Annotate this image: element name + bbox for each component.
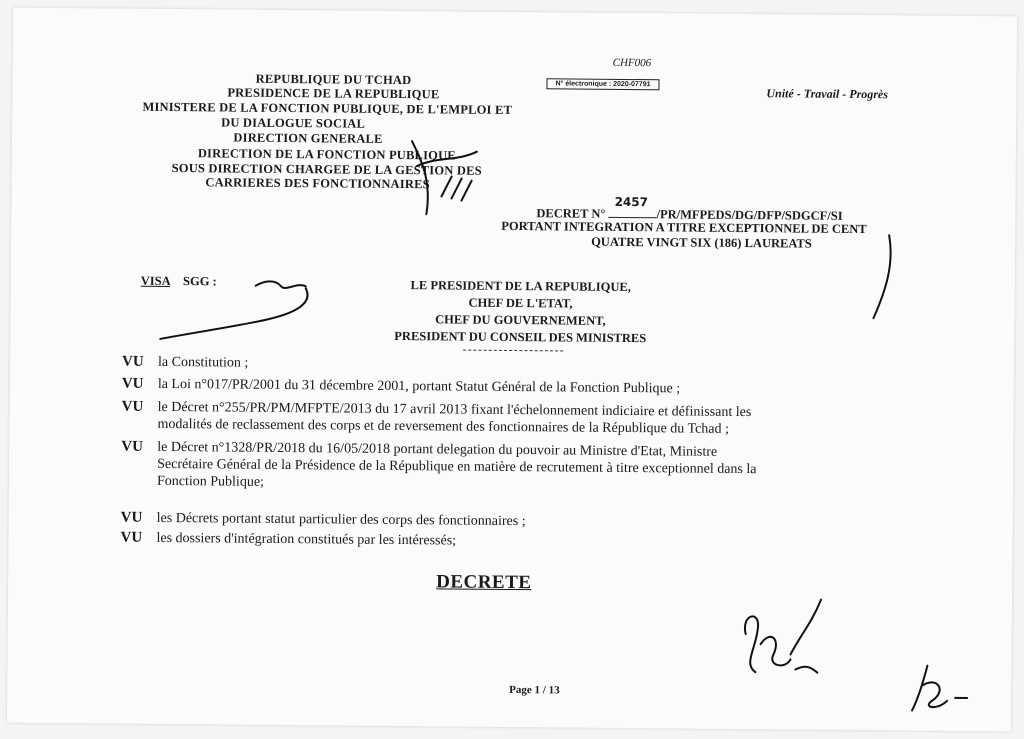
vu-marker: VU (120, 509, 143, 526)
decree-suffix: /PR/MFPEDS/DG/DFP/SDGCF/SI (656, 207, 843, 223)
header-ministry-cont: DU DIALOGUE SOCIAL (221, 115, 366, 131)
vu-marker: VU (121, 353, 144, 370)
minister-signature (735, 594, 826, 685)
vu-text: la Constitution ; (157, 354, 249, 371)
vu-item (121, 439, 757, 496)
header-ministry: MINISTERE DE LA FONCTION PUBLIQUE, DE L'EMPLOI ET (142, 99, 513, 117)
visa-label: VISA (140, 273, 171, 289)
vu-marker: VU (121, 438, 144, 455)
doc-code: CHF006 (612, 56, 652, 70)
document-page (7, 8, 1017, 732)
decree-title-line1: PORTANT INTEGRATION A TITRE EXCEPTIONNEL DE CENT (501, 218, 867, 237)
president-line: LE PRESIDENT DE LA REPUBLIQUE, (410, 278, 631, 295)
page-number: Page 1 / 13 (509, 683, 560, 697)
president-initial (907, 655, 978, 716)
vu-item (122, 354, 248, 372)
vu-text-cont: Secrétaire Général de la Présidence de la République en matière de recrutement à titre exceptionnel dans la (157, 456, 757, 478)
vu-text: le Décret n°255/PR/PM/MFPTE/2013 du 17 avril 2013 fixant l'échelonnement indiciaire et définissant les (157, 399, 752, 421)
decree-number: 2457 (614, 194, 649, 210)
vu-item (121, 399, 751, 438)
president-line: PRESIDENT DU CONSEIL DES MINISTRES (394, 328, 647, 346)
vu-item (121, 510, 526, 531)
motto: Unité - Travail - Progrès (766, 86, 889, 102)
dashed-divider (463, 350, 563, 352)
header-direction-generale: DIRECTION GENERALE (233, 130, 383, 146)
header-sous-direction: SOUS DIRECTION CHARGEE DE LA GESTION DES (171, 161, 482, 178)
president-line: CHEF DE L'ETAT, (468, 295, 573, 311)
decree-number-blank (608, 194, 656, 218)
vu-item (122, 376, 680, 398)
vu-text: le Décret n°1328/PR/2018 du 16/05/2018 portant delegation du pouvoir au Ministre d'Etat, Ministre (157, 439, 718, 460)
header-presidency: PRESIDENCE DE LA REPUBLIQUE (227, 85, 440, 102)
president-line: CHEF DU GOUVERNEMENT, (435, 312, 606, 328)
electronic-number: N° électronique : 2020-07791 (546, 78, 659, 90)
vu-text-cont: modalités de reclassement des corps et de reversement des fonctionnaires de la République du Tchad ; (157, 416, 729, 437)
decree-prefix: DECRET N° (536, 206, 606, 221)
vu-item (120, 530, 456, 550)
header-carrieres: CARRIERES DES FONCTIONNAIRES (205, 175, 430, 192)
header-republic: REPUBLIQUE DU TCHAD (255, 71, 412, 88)
president-title (370, 277, 671, 348)
sgg-signature (155, 277, 316, 348)
vu-text-cont: Fonction Publique; (156, 473, 265, 490)
margin-mark (868, 233, 899, 323)
decree-title-line2: QUATRE VINGT SIX (186) LAUREATS (591, 234, 812, 251)
vu-marker: VU (121, 375, 144, 392)
vu-text: les dossiers d'intégration constitués par les intéressés; (156, 530, 457, 549)
header-direction-fp: DIRECTION DE LA FONCTION PUBLIQUE (197, 146, 456, 163)
vu-marker: VU (120, 529, 143, 546)
vu-text: la Loi n°017/PR/2001 du 31 décembre 2001, portant Statut Général de la Fonction Publique ; (157, 376, 681, 397)
vu-marker: VU (121, 398, 144, 415)
initials-signature (406, 136, 487, 217)
decrete-heading: DECRETE (436, 571, 532, 594)
vu-text: les Décrets portant statut particulier des corps des fonctionnaires ; (156, 510, 526, 530)
visa-sgg: SGG : (183, 274, 217, 289)
